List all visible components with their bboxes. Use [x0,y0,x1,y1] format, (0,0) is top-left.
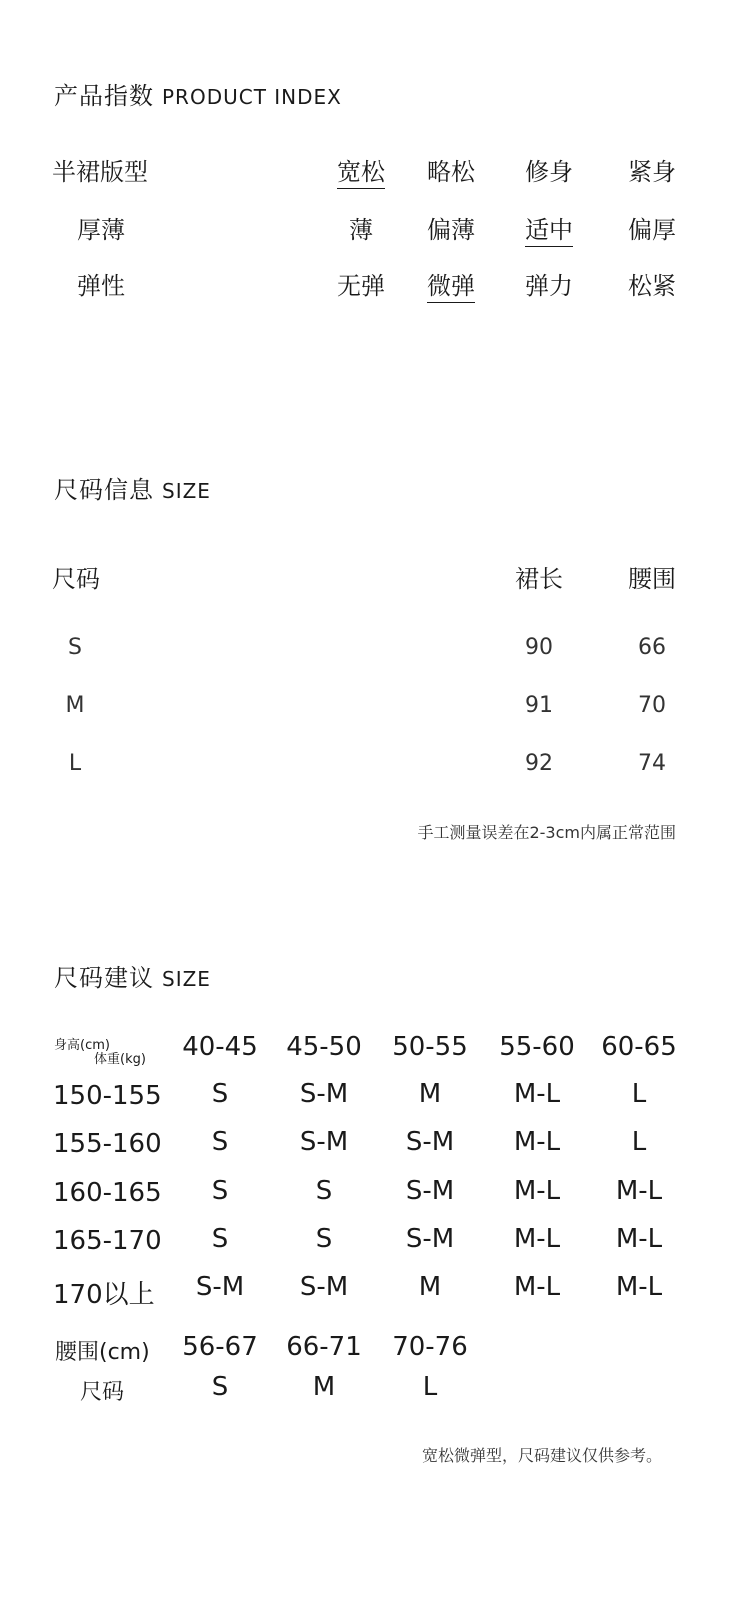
waist-range: 56-67 [182,1332,258,1362]
waist-range: 66-71 [286,1332,362,1362]
suggestion-cell: S-M [195,1272,245,1302]
index-option: 松紧 [628,272,676,300]
table-cell: 74 [638,751,666,776]
weight-header: 55-60 [499,1032,575,1062]
suggestion-cell: M-L [513,1176,561,1206]
suggestion-cell: M-L [615,1176,663,1206]
waist-range: 70-76 [392,1332,468,1362]
size-suggestion-title: 尺码建议 [54,964,154,992]
index-row-label: 厚薄 [77,216,125,244]
table-cell: 92 [525,751,553,776]
waist-size: L [422,1372,438,1402]
index-option-selected: 宽松 [337,152,385,189]
table-cell: 90 [525,635,553,660]
table-cell: M [65,693,85,718]
table-cell: 70 [638,693,666,718]
index-option-selected: 适中 [525,210,573,247]
suggestion-cell: S [211,1079,229,1109]
suggestion-cell: M-L [513,1272,561,1302]
suggestion-cell: S-M [299,1272,349,1302]
suggestion-cell: S [315,1224,333,1254]
index-option: 偏厚 [628,216,676,244]
suggestion-cell: L [631,1079,647,1109]
suggestion-cell: M-L [513,1127,561,1157]
waist-size: S [211,1372,229,1402]
index-row-label: 半裙版型 [52,158,148,186]
index-option: 无弹 [337,272,385,300]
suggestion-cell: S-M [299,1127,349,1157]
index-option: 紧身 [628,158,676,186]
index-option: 弹力 [525,272,573,300]
suggestion-cell: S-M [405,1224,455,1254]
height-label: 150-155 [53,1081,162,1111]
suggestion-note: 宽松微弹型，尺码建议仅供参考。 [421,1446,662,1465]
table-cell: 91 [525,693,553,718]
table-cell: L [68,751,82,776]
size-header: 尺码 [52,565,100,593]
waist-label: 腰围(cm) [55,1340,150,1365]
product-index-subtitle: PRODUCT INDEX [162,85,342,109]
product-index-title: 产品指数 [54,82,154,110]
suggestion-cell: L [631,1127,647,1157]
index-row-label: 弹性 [77,272,125,300]
size-info-subtitle: SIZE [162,479,211,503]
index-option: 薄 [349,216,373,244]
corner-weight-label: 体重(kg) [94,1052,146,1067]
suggestion-cell: M-L [513,1224,561,1254]
waist-size-label: 尺码 [80,1380,125,1405]
waist-header: 腰围 [628,565,676,593]
height-label: 155-160 [53,1129,162,1159]
suggestion-cell: M-L [615,1272,663,1302]
corner-height-label: 身高(cm) [54,1038,110,1053]
size-info-title: 尺码信息 [54,476,154,504]
product-index-title-row [54,76,342,111]
weight-header: 45-50 [286,1032,362,1062]
height-label: 160-165 [53,1178,162,1208]
suggestion-cell: M [418,1079,442,1109]
suggestion-cell: S [211,1176,229,1206]
suggestion-cell: S [315,1176,333,1206]
waist-size: M [312,1372,336,1402]
height-label: 165-170 [53,1226,162,1256]
suggestion-cell: S-M [299,1079,349,1109]
table-cell: 66 [638,635,666,660]
weight-header: 40-45 [182,1032,258,1062]
table-cell: S [68,635,82,660]
measurement-note: 手工测量误差在2-3cm内属正常范围 [417,823,676,842]
height-label: 170以上 [53,1280,155,1310]
size-info-title-row [54,470,211,505]
size-suggestion-title-row [54,958,211,993]
suggestion-cell: S-M [405,1176,455,1206]
suggestion-cell: M-L [615,1224,663,1254]
suggestion-cell: M [418,1272,442,1302]
index-option: 偏薄 [427,216,475,244]
suggestion-cell: M-L [513,1079,561,1109]
index-option-selected: 微弹 [427,266,475,303]
suggestion-cell: S-M [405,1127,455,1157]
index-option: 略松 [427,158,475,186]
size-suggestion-subtitle: SIZE [162,967,211,991]
weight-header: 60-65 [601,1032,677,1062]
length-header: 裙长 [515,565,563,593]
index-option: 修身 [525,158,573,186]
suggestion-cell: S [211,1224,229,1254]
weight-header: 50-55 [392,1032,468,1062]
suggestion-cell: S [211,1127,229,1157]
